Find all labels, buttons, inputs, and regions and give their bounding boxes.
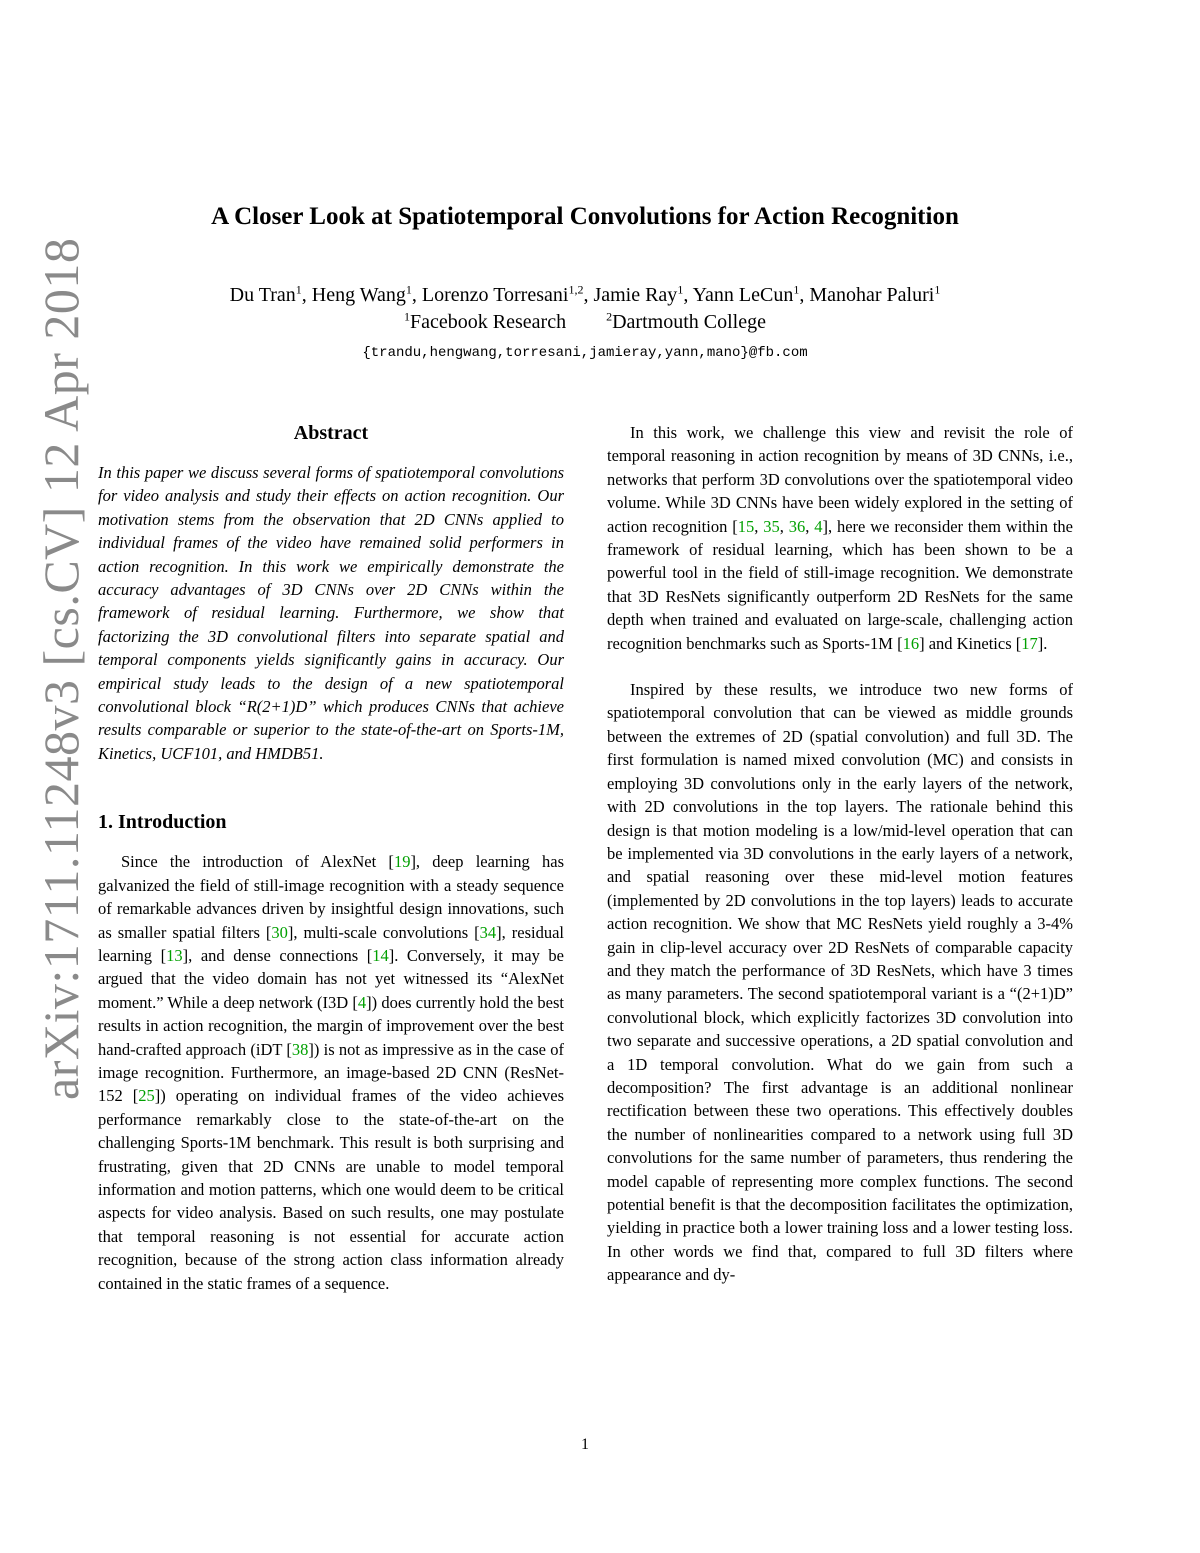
citation-link[interactable]: 17 [1021, 633, 1038, 653]
citation-link[interactable]: 16 [902, 633, 920, 653]
author-name: Heng Wang$^1$ [311, 282, 412, 306]
affiliation: $^2$Dartmouth College [606, 309, 766, 333]
author-affiliation-marker: 1,2 [568, 282, 584, 297]
abstract-heading: Abstract [293, 422, 369, 444]
citation-link[interactable]: 13 [166, 945, 183, 965]
citation-link[interactable]: 30 [271, 922, 288, 942]
affiliation-marker: 1 [404, 309, 411, 324]
page-number: 1 [581, 1436, 589, 1453]
intro-paragraph-1: Since the introduction of AlexNet [19], deep learning has galvanized the field of still-image recognition with a steady sequence of remarkable advances driven by insightful design innovations, such as smaller spatial filters [30], multi-scale convolutions [34], residual learning [13], and dense connections [14]. Conversely, it may be argued that the video domain has not yet witnessed its “AlexNet moment.” While a deep network (I3D [4]) does currently hold the best results in action recognition, the margin of improvement over the best hand-crafted approach (iDT [38]) is not as impressive as in the case of image recognition. Furthermore, an image-based 2D CNN (ResNet-152 [25]) operating on individual frames of the video achieves performance remarkably close to the state-of-the-art on the challenging Sports-1M benchmark. This result is both surprising and frustrating, given that 2D CNNs are unable to model temporal information and motion patterns, which one would deem to be critical aspects for video analysis. Based on such results, one may postulate that temporal reasoning is not essential for accurate action recognition, because of the strong action class information already contained in the static frames of a sequence. [98, 852, 565, 1293]
author-emails: {trandu,hengwang,torresani,jamieray,yann,mano}@fb.com [362, 345, 808, 361]
left-column [98, 421, 564, 1295]
intro-paragraph-2: In this work, we challenge this view and revisit the role of temporal reasoning in action recognition by means of 3D CNNs, i.e., networks that perform 3D convolutions over the spatiotemporal video volume. While 3D CNNs have been widely explored in the setting of action recognition [15, 35, 36, 4], here we reconsider them within the framework of residual learning, which has been shown to be a powerful tool in the field of still-image recognition. We demonstrate that 3D ResNets significantly outperform 2D ResNets for the same depth when trained and evaluated on large-scale, challenging action recognition benchmarks such as Sports-1M [16] and Kinetics [17]. [607, 423, 1073, 653]
affiliation: $^1$Facebook Research [404, 309, 567, 333]
citation-link[interactable]: 35 [763, 516, 780, 536]
citation-link[interactable]: 38 [291, 1039, 309, 1059]
author-name: Jamie Ray$^1$ [593, 282, 684, 306]
author-affiliation-marker: 1 [677, 282, 684, 297]
section-heading-introduction: 1. Introduction [98, 811, 227, 834]
citation-link[interactable]: 19 [393, 852, 411, 872]
author-name: Yann LeCun$^1$ [692, 282, 800, 306]
paper-title: A Closer Look at Spatiotemporal Convolutions for Action Recognition [211, 203, 959, 230]
author-affiliation-marker: 1 [934, 282, 941, 297]
intro-paragraph-3: Inspired by these results, we introduce two new forms of spatiotemporal convolution that can be viewed as middle grounds between the extremes of 2D (spatial convolution) and full 3D. The first formulation is named mixed convolution (MC) and consists in employing 3D convolutions only in the early layers of the network, with 2D convolutions in the top layers. The rationale behind this design is that motion modeling is a low/mid-level operation that can be implemented via 3D convolutions in the early layers of a network, and spatial reasoning over these mid-level motion features (implemented by 2D convolutions in the top layers) leads to accurate action recognition. We show that MC ResNets yield roughly a 3-4% gain in clip-level accuracy over 2D ResNets of comparable capacity and they match the performance of 3D ResNets, which have 3 times as many parameters. The second spatiotemporal variant is a “(2+1)D” convolutional block, which explicitly factorizes 3D convolution into two separate and successive operations, a 2D spatial convolution and a 1D temporal convolution. What do we gain from such a decomposition? The first advantage is an additional nonlinear rectification between these two operations. This effectively doubles the number of nonlinearities compared to a network using full 3D convolutions for the same number of parameters, thus rendering the model capable of representing more complex functions. The second potential benefit is that the decomposition facilitates the optimization, yielding in practice both a lower training loss and a lower testing loss. In other words we find that, compared to full 3D filters where appearance and dy- [607, 680, 1073, 1285]
citation-link[interactable]: 36 [788, 516, 806, 536]
citation-link[interactable]: 4 [357, 992, 367, 1012]
citation-link[interactable]: 4 [814, 516, 823, 536]
arxiv-identifier-stamp: arXiv:1711.11248v3 [cs.CV] 12 Apr 2018 [33, 237, 89, 1100]
right-column [607, 421, 1073, 1287]
abstract-body: In this paper we discuss several forms of spatiotemporal convolutions for video analysis and study their effects on action recognition. Our motivation stems from the observation that 2D CNNs applied to individual frames of the video have remained solid performers in action recognition. In this work we empirically demonstrate the accuracy advantages of 3D CNNs over 2D CNNs within the framework of residual learning. Furthermore, we show that factorizing the 3D convolutional filters into separate spatial and temporal components yields significantly gains in accuracy. Our empirical study leads to the design of a new spatiotemporal convolutional block “R(2+1)D” which produces CNNs that achieve results comparable or superior to the state-of-the-art on Sports-1M, Kinetics, UCF101, and HMDB51. [98, 463, 564, 763]
citation-link[interactable]: 25 [138, 1086, 155, 1106]
author-affiliation-marker: 1 [793, 282, 800, 297]
citation-link[interactable]: 34 [479, 922, 497, 942]
citation-link[interactable]: 14 [372, 945, 389, 965]
author-name: Manohar Paluri$^1$ [809, 282, 941, 306]
author-affiliation-marker: 1 [405, 282, 412, 297]
paragraph-spacer [607, 655, 1073, 678]
citation-link[interactable]: 15 [737, 516, 755, 536]
author-list: Du Tran$^1$, Heng Wang$^1$, Lorenzo Torresani$^{1,2}$, Jamie Ray$^1$, Yann LeCun$^1$, Manohar Paluri$^1$ [229, 282, 941, 306]
author-name: Lorenzo Torresani$^{1,2}$ [421, 282, 584, 306]
affiliation-marker: 2 [606, 309, 613, 324]
affiliation-list [0, 311, 1170, 334]
author-affiliation-marker: 1 [295, 282, 302, 297]
author-name: Du Tran$^1$ [229, 282, 302, 306]
